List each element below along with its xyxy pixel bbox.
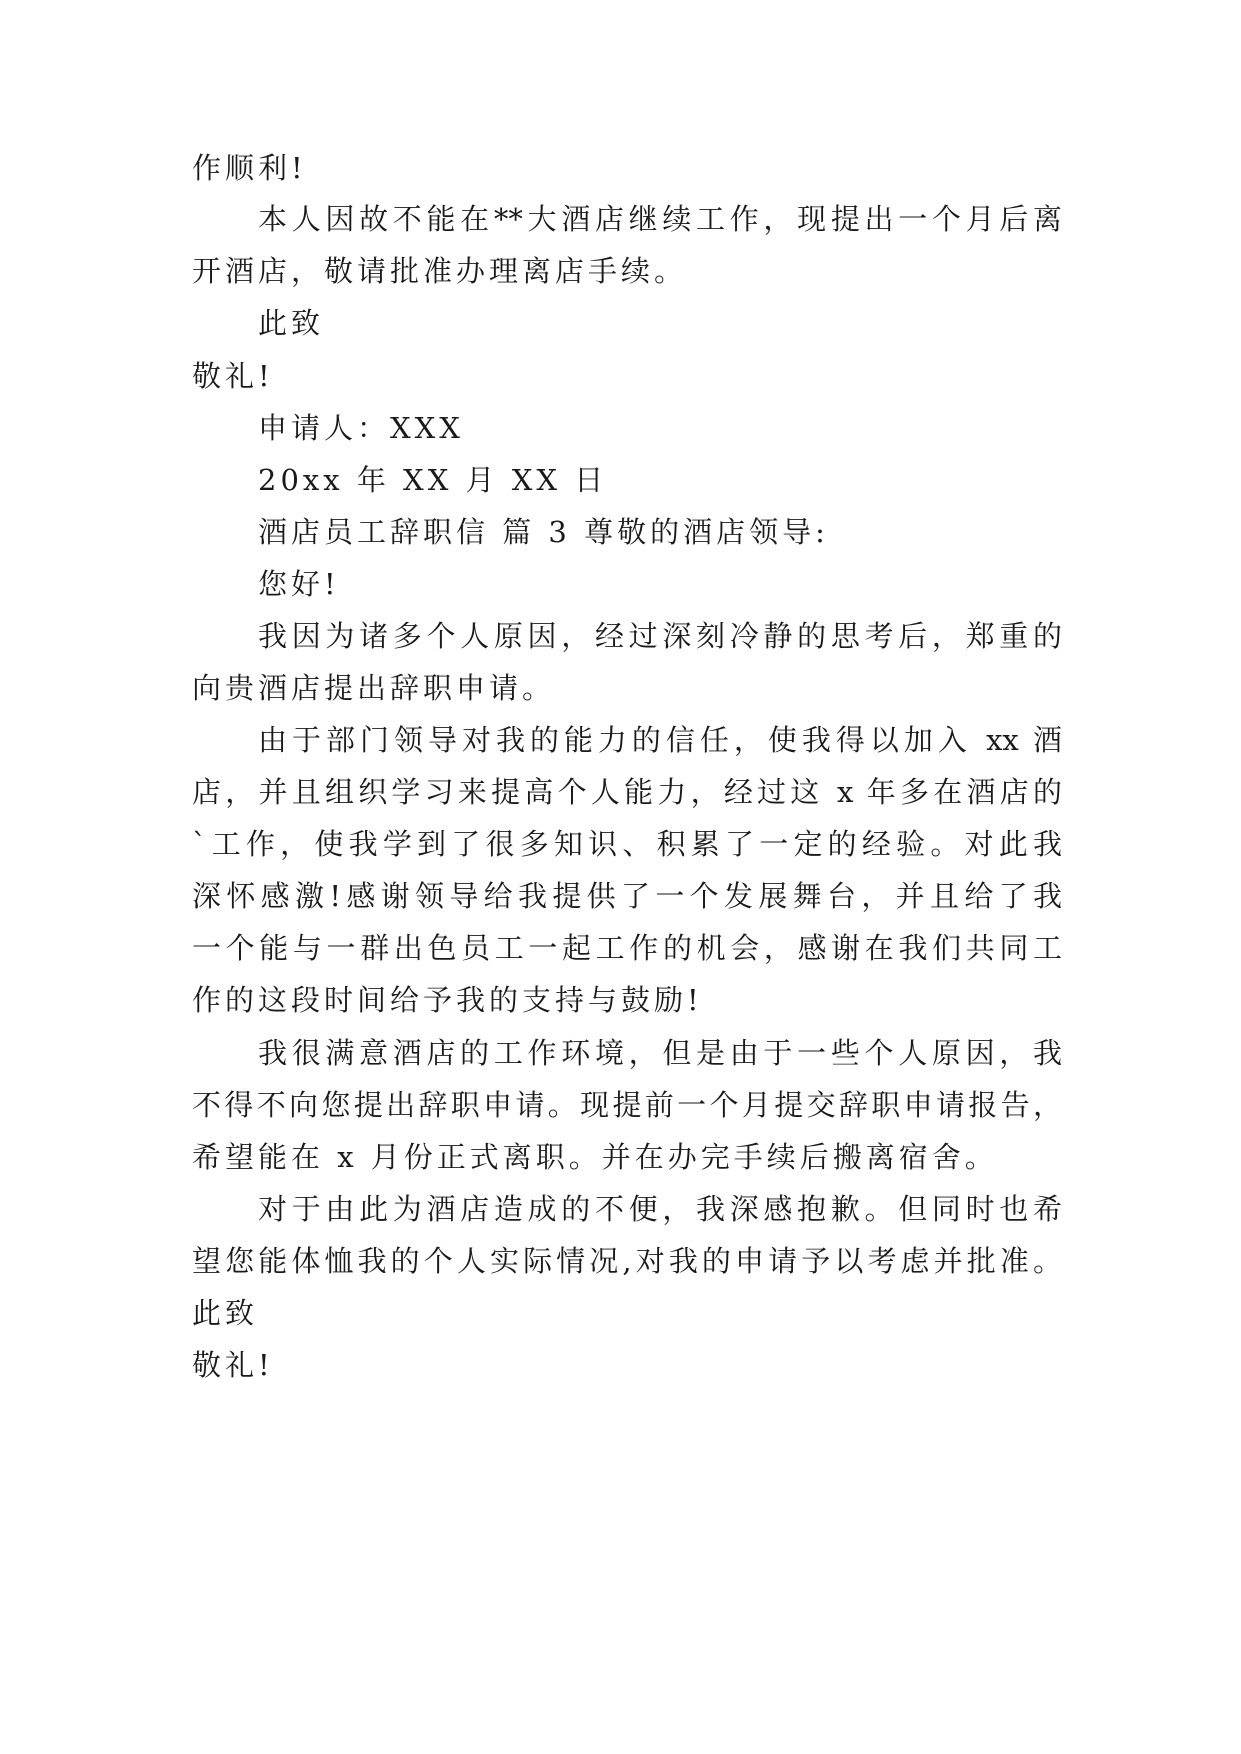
paragraph-line-1a: 我因为诸多个人原因，经过深刻冷静的思考后，郑重的 <box>258 619 1062 653</box>
paragraph-line-2a: 由于部门领导对我的能力的信任，使我得以加入 xx 酒 <box>258 723 1062 757</box>
greeting-line: 您好! <box>258 567 340 601</box>
paragraph-line-4a: 对于由此为酒店造成的不便，我深感抱歉。但同时也希 <box>258 1192 1062 1226</box>
paragraph-line-reason-2: 开酒店，敬请批准办理离店手续。 <box>192 254 688 288</box>
paragraph-line-2b: 店，并且组织学习来提高个人能力，经过这 x 年多在酒店的 <box>192 775 1062 809</box>
applicant-line: 申请人：XXX <box>258 411 464 445</box>
paragraph-line-2f: 作的这段时间给予我的支持与鼓励! <box>192 983 703 1017</box>
paragraph-line-reason-1: 本人因故不能在**大酒店继续工作，现提出一个月后离 <box>258 202 1062 236</box>
paragraph-line-2c: `工作，使我学到了很多知识、积累了一定的经验。对此我 <box>192 827 1062 861</box>
closing-cizhi: 此致 <box>192 1296 259 1330</box>
paragraph-line-4b: 望您能体恤我的个人实际情况,对我的申请予以考虑并批准。 <box>192 1244 1062 1278</box>
paragraph-line-3c: 希望能在 x 月份正式离职。并在办完手续后搬离宿舍。 <box>192 1140 998 1174</box>
closing-jingli: 敬礼! <box>192 1348 274 1382</box>
letter-heading-line: 酒店员工辞职信 篇 3 尊敬的酒店领导: <box>258 515 829 549</box>
paragraph-line-2d: 深怀感激!感谢领导给我提供了一个发展舞台，并且给了我 <box>192 879 1062 913</box>
paragraph-line-3a: 我很满意酒店的工作环境，但是由于一些个人原因，我 <box>258 1036 1062 1070</box>
paragraph-line-1b: 向贵酒店提出辞职申请。 <box>192 671 556 705</box>
date-line: 20xx 年 XX 月 XX 日 <box>258 463 608 497</box>
salutation-jingli: 敬礼! <box>192 359 274 393</box>
paragraph-line-2e: 一个能与一群出色员工一起工作的机会，感谢在我们共同工 <box>192 931 1062 965</box>
text-line-closing-wish: 作顺利! <box>192 151 307 185</box>
paragraph-line-3b: 不得不向您提出辞职申请。现提前一个月提交辞职申请报告， <box>192 1088 1062 1122</box>
salutation-cizhi: 此致 <box>258 306 325 340</box>
